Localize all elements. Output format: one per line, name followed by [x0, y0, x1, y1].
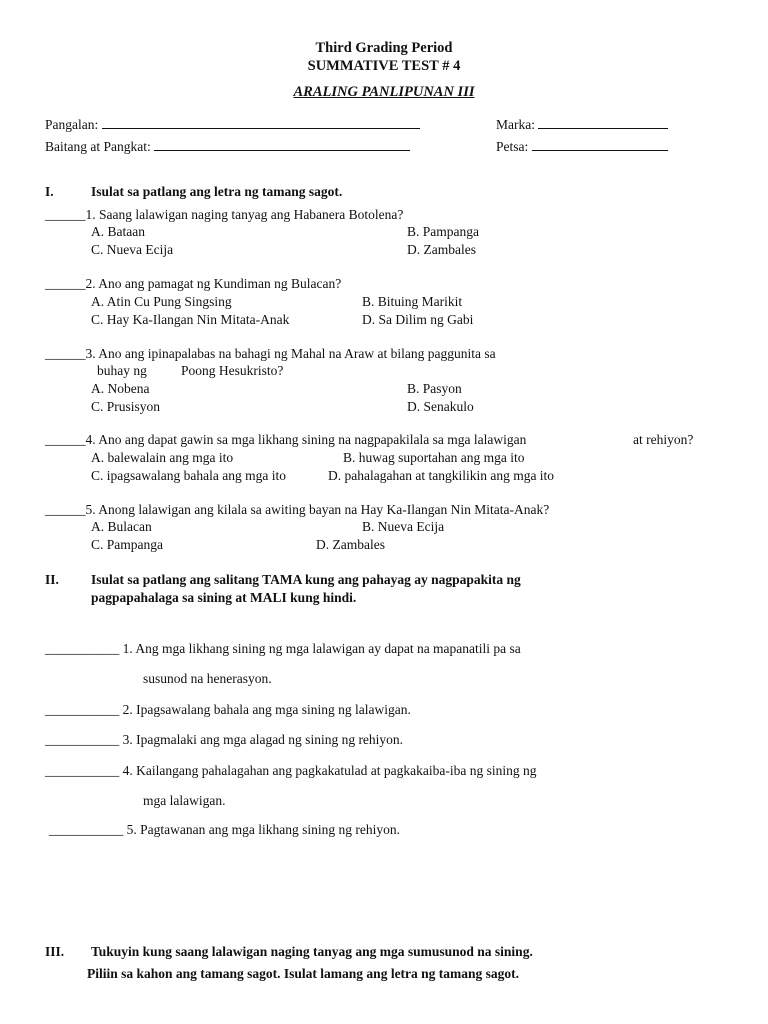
- part1-instruction: Isulat sa patlang ang letra ng tamang sagot.: [91, 184, 343, 199]
- part2-instruction-line2: pagpapahalaga sa sining at MALI kung hindi.: [91, 590, 357, 605]
- question-3-continuation-b: Poong Hesukristo?: [181, 363, 284, 378]
- tf-item-5: [49, 822, 400, 838]
- answer-blank[interactable]: ___________: [45, 641, 120, 656]
- answer-blank[interactable]: ______: [45, 276, 86, 291]
- header-grading-period: Third Grading Period: [315, 40, 453, 56]
- question-3-continuation-a: buhay ng: [97, 363, 147, 378]
- part3-instruction-line2: Piliin sa kahon ang tamang sagot. Isulat lamang ang letra ng tamang sagot.: [87, 966, 520, 981]
- name-label: Pangalan:: [45, 117, 99, 132]
- part2-numeral: II.: [45, 572, 59, 587]
- answer-blank[interactable]: ______: [45, 502, 86, 517]
- score-label: Marka:: [496, 117, 535, 132]
- choice-c: C. Hay Ka-Ilangan Nin Mitata-Anak: [91, 312, 290, 327]
- part1-numeral: I.: [45, 184, 54, 199]
- tf-item-3: [45, 732, 403, 748]
- question-1: [45, 207, 403, 223]
- answer-blank[interactable]: ___________: [45, 763, 120, 778]
- header-test-title: SUMMATIVE TEST # 4: [307, 58, 461, 74]
- question-4-tail: at rehiyon?: [633, 432, 694, 447]
- tf-item-2: [45, 702, 411, 718]
- question-text: 1. Saang lalawigan naging tanyag ang Habanera Botolena?: [85, 207, 404, 222]
- choice-a: A. Bataan: [91, 224, 145, 239]
- date-blank[interactable]: [532, 140, 668, 151]
- answer-blank[interactable]: ______: [45, 207, 86, 222]
- choice-b: B. Bituing Marikit: [362, 294, 463, 309]
- tf-item-1: [45, 641, 521, 657]
- tf-item-4: [45, 763, 536, 779]
- question-text: 3. Ano ang ipinapalabas na bahagi ng Mahal na Araw at bilang paggunita sa: [85, 346, 496, 361]
- choice-d: D. Zambales: [316, 537, 385, 552]
- tf-item-text: 5. Pagtawanan ang mga likhang sining ng rehiyon.: [126, 822, 400, 837]
- choice-b: B. huwag suportahan ang mga ito: [343, 450, 525, 465]
- choice-d: D. pahalagahan at tangkilikin ang mga ito: [328, 468, 555, 483]
- grade-section-field[interactable]: [45, 139, 410, 155]
- tf-item-text: 2. Ipagsawalang bahala ang mga sining ng lalawigan.: [122, 702, 411, 717]
- name-field[interactable]: [45, 117, 420, 133]
- choice-d: D. Senakulo: [407, 399, 474, 414]
- choice-d: D. Sa Dilim ng Gabi: [362, 312, 474, 327]
- name-blank[interactable]: [102, 118, 420, 129]
- question-2: [45, 276, 341, 292]
- question-3: [45, 346, 496, 362]
- tf-item-text: 4. Kailangang pahalagahan ang pagkakatulad at pagkakaiba-iba ng sining ng: [122, 763, 537, 778]
- tf-item-text: 1. Ang mga likhang sining ng mga lalawigan ay dapat na mapanatili pa sa: [122, 641, 521, 656]
- choice-b: B. Nueva Ecija: [362, 519, 445, 534]
- choice-a: A. Atin Cu Pung Singsing: [91, 294, 232, 309]
- score-field[interactable]: [496, 117, 668, 133]
- question-text: 5. Anong lalawigan ang kilala sa awiting bayan na Hay Ka-Ilangan Nin Mitata-Anak?: [85, 502, 550, 517]
- choice-c: C. Prusisyon: [91, 399, 161, 414]
- tf-item-1-continuation: susunod na henerasyon.: [143, 671, 272, 686]
- question-text: 2. Ano ang pamagat ng Kundiman ng Bulacan?: [85, 276, 342, 291]
- answer-blank[interactable]: ______: [45, 346, 86, 361]
- choice-c: C. ipagsawalang bahala ang mga ito: [91, 468, 286, 483]
- part2-instruction-line1: Isulat sa patlang ang salitang TAMA kung ang pahayag ay nagpapakita ng: [91, 572, 521, 587]
- choice-a: A. Bulacan: [91, 519, 152, 534]
- subject-title: ARALING PANLIPUNAN III: [293, 84, 475, 100]
- grade-section-label: Baitang at Pangkat:: [45, 139, 151, 154]
- choice-b: B. Pasyon: [407, 381, 462, 396]
- date-field[interactable]: [496, 139, 668, 155]
- answer-blank[interactable]: ___________: [45, 732, 120, 747]
- tf-item-text: 3. Ipagmalaki ang mga alagad ng sining ng rehiyon.: [122, 732, 404, 747]
- choice-c: C. Nueva Ecija: [91, 242, 174, 257]
- question-text: 4. Ano ang dapat gawin sa mga likhang sining na nagpapakilala sa mga lalawigan: [85, 432, 527, 447]
- choice-d: D. Zambales: [407, 242, 476, 257]
- choice-b: B. Pampanga: [407, 224, 479, 239]
- date-label: Petsa:: [496, 139, 529, 154]
- question-4: [45, 432, 526, 448]
- grade-section-blank[interactable]: [154, 140, 410, 151]
- choice-a: A. balewalain ang mga ito: [91, 450, 234, 465]
- tf-item-4-continuation: mga lalawigan.: [143, 793, 226, 808]
- score-blank[interactable]: [538, 118, 668, 129]
- part3-numeral: III.: [45, 944, 65, 959]
- choice-a: A. Nobena: [91, 381, 150, 396]
- question-5: [45, 502, 549, 518]
- answer-blank[interactable]: ___________: [45, 702, 120, 717]
- answer-blank[interactable]: ___________: [49, 822, 124, 837]
- choice-c: C. Pampanga: [91, 537, 163, 552]
- part3-instruction-line1: Tukuyin kung saang lalawigan naging tanyag ang mga sumusunod na sining.: [91, 944, 533, 959]
- answer-blank[interactable]: ______: [45, 432, 86, 447]
